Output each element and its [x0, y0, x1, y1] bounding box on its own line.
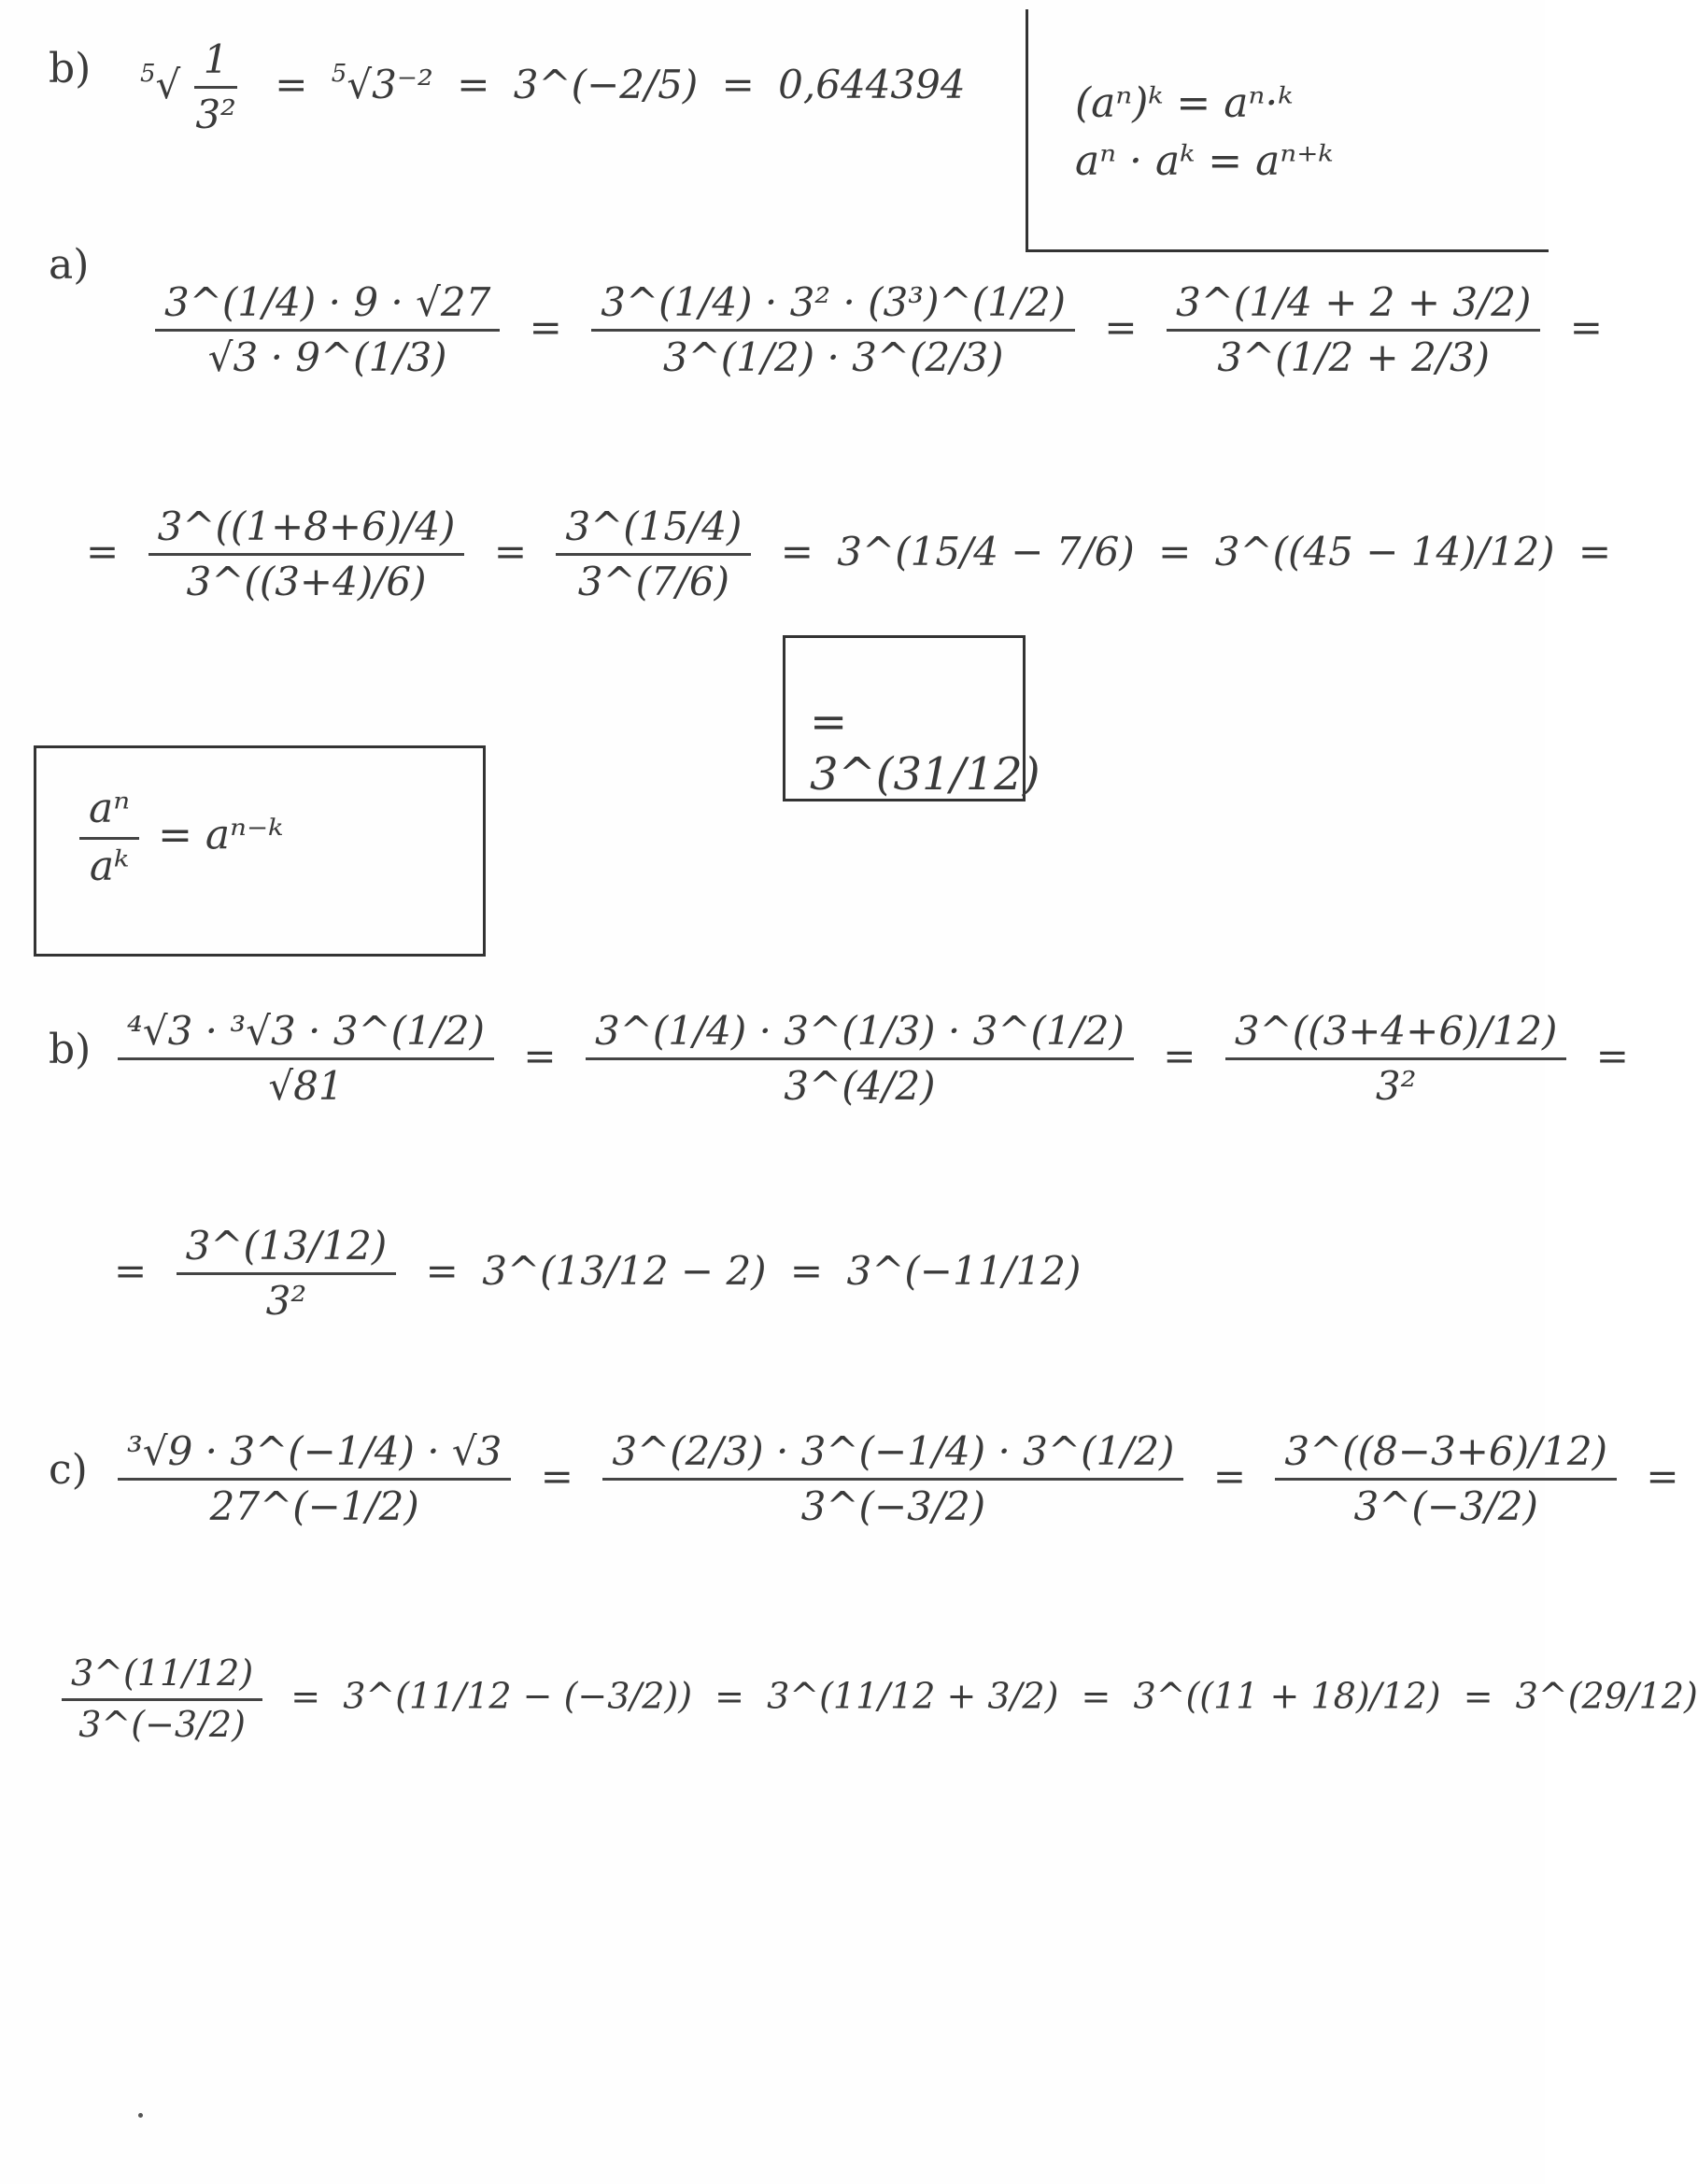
denominator: 3²: [1375, 1063, 1417, 1110]
power-form: 3^(−2/5): [513, 61, 699, 107]
numerator: 3^((8−3+6)/12): [1275, 1429, 1617, 1481]
decimal-value: 0,644394: [778, 61, 966, 107]
stray-dot: [138, 2113, 143, 2118]
power-form: 3^(11/12 − (−3/2)): [343, 1675, 693, 1717]
numerator: 3^(11/12): [62, 1653, 262, 1701]
item-c-result: 3^(29/12): [1515, 1675, 1698, 1717]
fraction: [591, 280, 1075, 381]
fraction: [155, 280, 500, 381]
fraction: [1225, 1009, 1567, 1110]
equals-sign: =: [1081, 1675, 1111, 1717]
equals-sign: =: [275, 61, 308, 107]
fraction: [1275, 1429, 1617, 1530]
equals-sign: =: [1595, 1032, 1629, 1079]
equals-sign: =: [1158, 528, 1192, 574]
power-form: 3^(15/4 − 7/6): [837, 528, 1135, 574]
denominator: 3²: [265, 1278, 307, 1325]
quotient-rule: [74, 786, 483, 890]
denominator: 3^(7/6): [577, 559, 730, 605]
fraction: [1167, 280, 1540, 381]
denominator: 3^(4/2): [784, 1063, 936, 1110]
radicand: 3⁻²: [372, 61, 433, 107]
item-c-label: c): [49, 1446, 88, 1494]
equals-sign: =: [789, 1247, 824, 1294]
numerator: 3^(1/4) · 3² · (3³)^(1/2): [591, 280, 1075, 332]
equals-sign: =: [114, 1247, 148, 1294]
denominator: 3^(−3/2): [800, 1483, 986, 1530]
fraction: [118, 1009, 494, 1110]
equals-sign: =: [86, 528, 120, 574]
equals-sign: =: [1569, 304, 1603, 350]
item-a-line-1: [149, 280, 1614, 381]
power-form: 3^((11 + 18)/12): [1133, 1675, 1441, 1717]
fraction: [149, 504, 465, 605]
item-b-label: b): [49, 1026, 92, 1073]
root-index: 5: [331, 59, 347, 88]
rule-right-side: = aⁿ⁻ᵏ: [158, 811, 284, 859]
power-of-power-rule: (aⁿ)ᵏ = aⁿ·ᵏ: [1075, 79, 1294, 127]
numerator: 3^(1/4) · 3^(1/3) · 3^(1/2): [586, 1009, 1134, 1060]
equals-sign: =: [290, 1675, 321, 1717]
top-item-label: b): [49, 45, 92, 92]
numerator: 3^((1+8+6)/4): [149, 504, 465, 556]
equals-sign: =: [780, 528, 814, 574]
item-b-line-1: [112, 1009, 1640, 1110]
denominator: 3^(1/2) · 3^(2/3): [662, 334, 1004, 381]
radicand-numerator: 1: [194, 37, 238, 89]
equals-sign: =: [493, 528, 528, 574]
product-rule: aⁿ · aᵏ = aⁿ⁺ᵏ: [1075, 136, 1334, 185]
denominator: 3^(−3/2): [78, 1703, 246, 1745]
denominator: 27^(−1/2): [209, 1483, 419, 1530]
equals-sign: =: [1463, 1675, 1493, 1717]
denominator: aᵏ: [89, 842, 130, 890]
equals-sign: =: [1163, 1032, 1196, 1079]
item-a-line-2: [75, 504, 1622, 605]
root-index: 5: [140, 59, 156, 88]
equals-sign: =: [715, 1675, 744, 1717]
numerator: 3^(15/4): [556, 504, 751, 556]
equals-sign: =: [721, 61, 755, 107]
radicand-denominator: 3²: [195, 92, 236, 138]
fraction: [118, 1429, 511, 1530]
denominator: 3^((3+4)/6): [186, 559, 427, 605]
item-b-line-2: [103, 1224, 1081, 1325]
equals-sign: =: [540, 1453, 573, 1499]
fraction: [602, 1429, 1183, 1530]
numerator: 3^(1/4 + 2 + 3/2): [1167, 280, 1540, 332]
fraction: [62, 1653, 262, 1745]
denominator: √3 · 9^(1/3): [207, 334, 447, 381]
item-b-result: 3^(−11/12): [846, 1247, 1082, 1294]
denominator: 3^(1/2 + 2/3): [1217, 334, 1491, 381]
radicand-fraction: [186, 37, 246, 138]
equals-sign: =: [1646, 1453, 1679, 1499]
numerator: ³√9 · 3^(−1/4) · √3: [118, 1429, 511, 1481]
fraction: [177, 1224, 397, 1325]
item-c-line-1: [112, 1429, 1691, 1530]
equals-sign: =: [1104, 304, 1138, 350]
fraction: [586, 1009, 1134, 1110]
numerator: aⁿ: [79, 786, 139, 840]
item-a-label: a): [49, 241, 90, 289]
fraction: [556, 504, 751, 605]
equals-sign: =: [523, 1032, 557, 1079]
numerator: ⁴√3 · ³√3 · 3^(1/2): [118, 1009, 494, 1060]
denominator: 3^(−3/2): [1353, 1483, 1538, 1530]
equals-sign: =: [1578, 528, 1612, 574]
power-form: 3^((45 − 14)/12): [1214, 528, 1555, 574]
numerator: 3^(2/3) · 3^(−1/4) · 3^(1/2): [602, 1429, 1183, 1481]
power-form: 3^(11/12 + 3/2): [767, 1675, 1059, 1717]
quotient-rule-box: [34, 745, 486, 957]
numerator: 3^(13/12): [177, 1224, 397, 1275]
denominator: √81: [268, 1063, 344, 1110]
equals-sign: =: [457, 61, 490, 107]
item-a-result: = 3^(31/12): [810, 696, 1040, 801]
numerator: 3^((3+4+6)/12): [1225, 1009, 1567, 1060]
numerator: 3^(1/4) · 9 · √27: [155, 280, 500, 332]
rule-fraction: [79, 786, 139, 890]
power-form: 3^(13/12 − 2): [482, 1247, 767, 1294]
item-a-result-box: [783, 635, 1040, 801]
equals-sign: =: [425, 1247, 459, 1294]
equals-sign: =: [1212, 1453, 1247, 1499]
top-item-line: $^5$√ $\frac{1}{\text{3²}}$ = $^5$√3⁻² = 3^(−2/5) = 0,644394: [140, 36, 966, 138]
item-c-line-2: [56, 1653, 1698, 1745]
equals-sign: =: [529, 304, 562, 350]
exponent-rules-box: [1026, 9, 1549, 252]
